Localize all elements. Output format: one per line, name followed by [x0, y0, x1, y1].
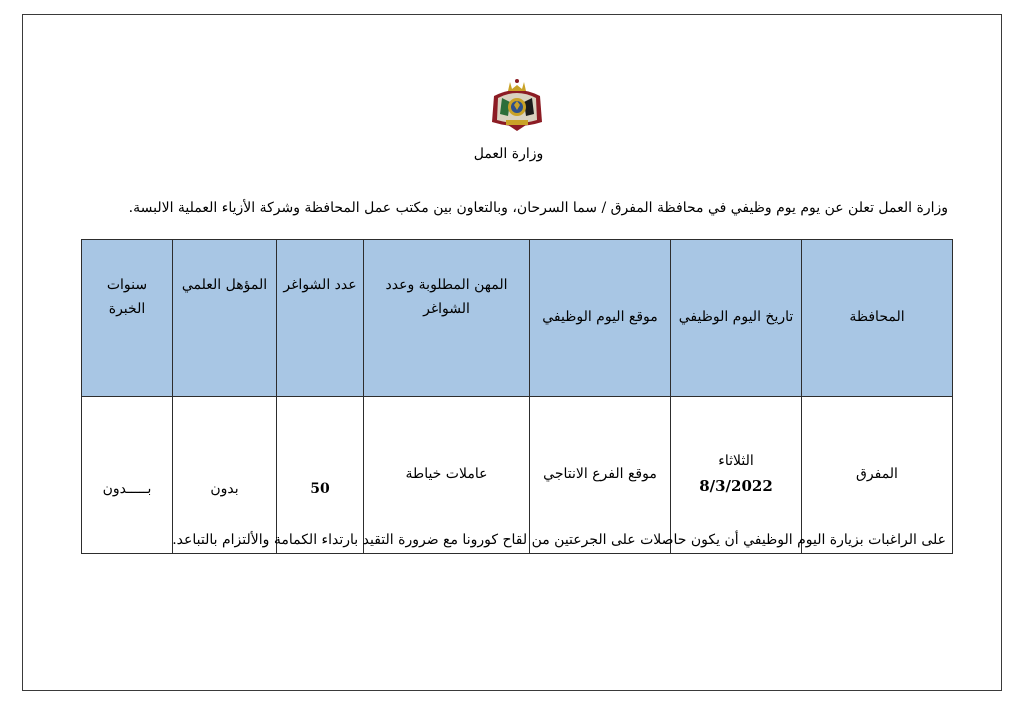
header-experience: سنوات الخبرة	[82, 240, 173, 397]
coat-of-arms-icon	[488, 76, 546, 134]
cell-date	[671, 397, 802, 554]
table-header-row	[82, 240, 953, 397]
cell-qualification: بدون	[173, 397, 277, 554]
cell-location: موقع الفرع الانتاجي	[530, 397, 671, 554]
header-qualification: المؤهل العلمي	[173, 240, 277, 397]
cell-experience: بـــــدون	[82, 397, 173, 554]
header-governorate: المحافظة	[802, 240, 953, 397]
cell-day: الثلاثاء	[718, 453, 754, 470]
table-row	[82, 397, 953, 554]
cell-governorate: المفرق	[802, 397, 953, 554]
job-fair-table	[81, 239, 953, 554]
cell-vacancies: 50	[277, 397, 364, 554]
header-professions: المهن المطلوبة وعدد الشواغر	[364, 240, 530, 397]
cell-date-value: 8/3/2022	[699, 477, 773, 496]
ministry-title: وزارة العمل	[473, 146, 544, 162]
announcement-note: على الراغبات بزيارة اليوم الوظيفي أن يكون حاصلات على الجرعتين من لقاح كورونا مع ضرورة التقيد بارتداء الكمامة والألتزام بالتباعد.	[172, 532, 946, 548]
header-location: موقع اليوم الوظيفي	[530, 240, 671, 397]
announcement-intro: وزارة العمل تعلن عن يوم يوم وظيفي في محافظة المفرق / سما السرحان، وبالتعاون بين مكتب عمل المحافظة وشركة الأزياء العملية الالبسة.	[128, 200, 948, 216]
header-date: تاريخ اليوم الوظيفي	[671, 240, 802, 397]
header-vacancies: عدد الشواغر	[277, 240, 364, 397]
cell-professions: عاملات خياطة	[364, 397, 530, 554]
